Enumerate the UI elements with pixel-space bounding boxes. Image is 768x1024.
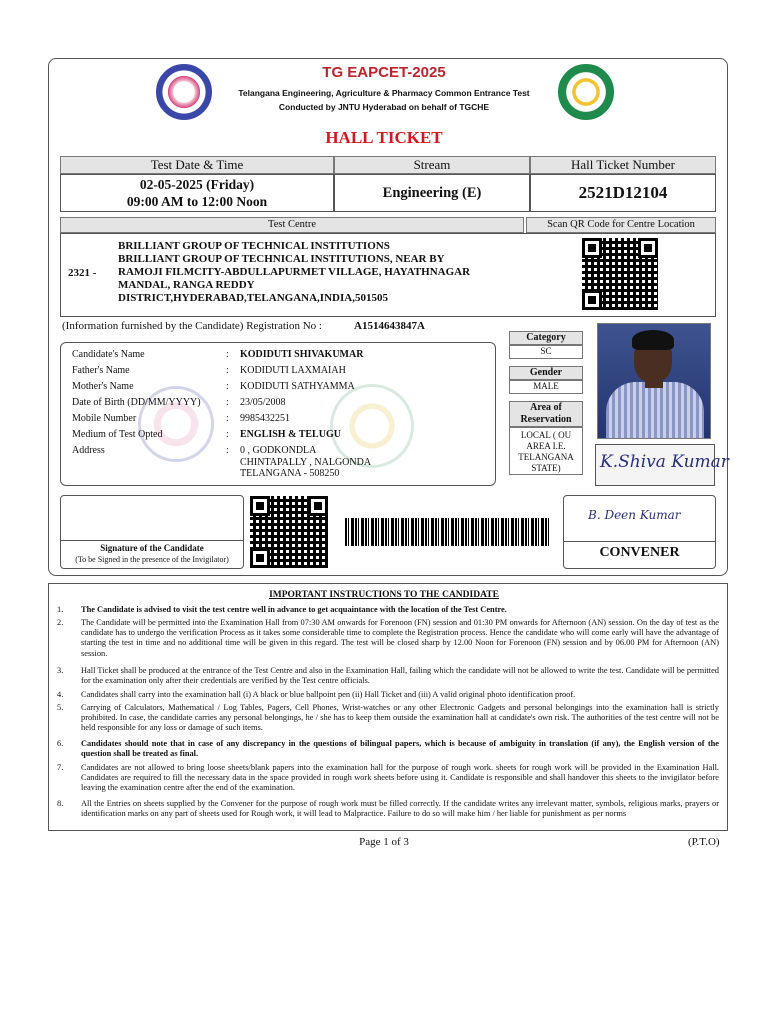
colon: : (226, 349, 229, 360)
instruction-number: 7. (57, 763, 64, 772)
colon: : (226, 413, 229, 424)
instruction-number: 5. (57, 703, 64, 712)
candidate-name: KODIDUTI SHIVAKUMAR (240, 349, 364, 360)
area-line: TELANGANA (518, 452, 574, 462)
centre-line: MANDAL, RANGA REDDY (118, 279, 255, 291)
exam-subtitle: Telangana Engineering, Agriculture & Pharmacy Common Entrance Test (238, 88, 530, 98)
colon: : (226, 429, 229, 440)
instruction-number: 4. (57, 690, 64, 699)
dob-label: Date of Birth (DD/MM/YYYY) (72, 397, 201, 408)
document-title: HALL TICKET (325, 128, 443, 147)
area-line: AREA I.E. (526, 441, 566, 451)
instruction-text: Hall Ticket shall be produced at the entrance of the Test Centre and also in the Examination Hall, failing which the candidate will not be allowed to write the test. Candidate will be permitted for the examination only after their credentials are verified by the Test centre officials. (81, 666, 719, 686)
name-label: Candidate's Name (72, 349, 145, 360)
mobile-label: Mobile Number (72, 413, 137, 424)
address-line: TELANGANA - 508250 (240, 468, 340, 479)
convener-label: CONVENER (599, 545, 680, 560)
instruction-text: Carrying of Calculators, Mathematical / Log Tables, Pagers, Cell Phones, Wrist-watches or any other Electronic Gadgets and personal belongings into the examination hall is strictly prohibited. In case, the candidate carries any personal belongings, he / she has to keep them outside the examination hall at candidate's own risk. The authorities of the test centre will not be held responsible for any loss or damage of such items. (81, 703, 719, 733)
address-line: 0 , GODKONDLA (240, 445, 317, 456)
instruction-text: All the Entries on sheets supplied by the Convener for the purpose of rough work must be filled correctly. If the candidate writes any irrelevant matter, symbols, religious marks, prayers or identification marks on any part of sheets used for Rough work, it will lead to Malpractice. Failure to do so will make him / her liable for punishment as per norms (81, 799, 719, 819)
signature-note: (To be Signed in the presence of the Invigilator) (75, 555, 229, 564)
test-centre-header: Test Centre (60, 217, 524, 233)
centre-line: DISTRICT,HYDERABAD,TELANGANA,INDIA,501505 (118, 292, 388, 304)
exam-title: TG EAPCET-2025 (322, 64, 446, 81)
registration-number: A1514643847A (354, 320, 425, 332)
category-value: SC (509, 345, 583, 359)
colon: : (226, 365, 229, 376)
test-time: 09:00 AM to 12:00 Noon (126, 194, 268, 209)
convener-signature: B. Deen Kumar (588, 508, 681, 522)
signature-label: Signature of the Candidate (100, 543, 204, 553)
candidate-signature: K.Shiva Kumar (600, 452, 729, 472)
address-line: CHINTAPALLY , NALGONDA (240, 456, 372, 468)
date-time-header: Test Date & Time (60, 156, 334, 174)
area-header-line: Area of (530, 402, 562, 413)
instruction-text: Candidates are not allowed to bring loose sheets/blank papers into the examination hall for the purpose of rough work. sheets for rough work will be provided in the Examination Hall. Candidates are required to fill the necessary data in the space provided in rough work sheets before using it. Candidate is responsible and shall handover this sheets to the invigilator before leaving the examination centre after the end of the examination. (81, 763, 719, 793)
area-header (509, 401, 583, 427)
colon: : (226, 397, 229, 408)
instruction-number: 2. (57, 618, 64, 627)
gender-header: Gender (509, 366, 583, 380)
instruction-text: The Candidate will be permitted into the Examination Hall from 07:30 AM onwards for Forenoon (FN) session and 01:30 PM onwards for Afternoon (AN) session. On the day of test as the candidate has to undergo the verification Process as it takes some considerable time to complete the Registration process. Hence the candidate who will come early will have the advantage of starting the test in time and no additional time will be given in this regard. The test will be closed sharp by 12.00 Noon for Forenoon (FN) session and by 06.00 PM for Afternoon (AN) session. (81, 618, 719, 658)
centre-line: BRILLIANT GROUP OF TECHNICAL INSTITUTIONS (118, 240, 390, 252)
gender-value: MALE (509, 380, 583, 394)
mobile-number: 9985432251 (240, 413, 290, 424)
convener-divider (563, 541, 716, 542)
hall-ticket-barcode (345, 518, 551, 546)
instruction-text: The Candidate is advised to visit the test centre well in advance to get acquaintance with the location of the Test Centre. (81, 605, 507, 614)
pto-label: (P.T.O) (688, 836, 720, 848)
medium-label: Medium of Test Opted (72, 429, 163, 440)
father-label: Father's Name (72, 365, 130, 376)
instructions-heading: IMPORTANT INSTRUCTIONS TO THE CANDIDATE (269, 590, 499, 600)
instruction-text: Candidates should note that in case of any discrepancy in the questions of bilingual papers, which is because of ambiguity in translation (if any), the English version of the question shall be treated as final. (81, 739, 719, 759)
area-header-line: Reservation (520, 414, 572, 425)
conducted-by: Conducted by JNTU Hyderabad on behalf of TGCHE (278, 102, 490, 112)
medium-value: ENGLISH & TELUGU (240, 429, 341, 440)
instruction-number: 6. (57, 739, 64, 748)
area-line: STATE) (531, 463, 561, 473)
father-name: KODIDUTI LAXMAIAH (240, 365, 346, 376)
address-label: Address (72, 445, 105, 456)
colon: : (226, 445, 229, 456)
colon: : (226, 381, 229, 392)
area-value (509, 427, 583, 475)
instruction-number: 1. (57, 605, 64, 614)
centre-address (118, 240, 528, 305)
stream-header: Stream (334, 156, 530, 174)
qr-label-header: Scan QR Code for Centre Location (526, 217, 716, 233)
candidate-qr-code[interactable] (250, 496, 328, 568)
area-line: LOCAL ( OU (520, 430, 572, 440)
candidate-address (240, 445, 371, 480)
candidate-photo (597, 323, 711, 439)
stream-value: Engineering (E) (382, 185, 482, 201)
date-of-birth: 23/05/2008 (240, 397, 286, 408)
category-header: Category (509, 331, 583, 345)
centre-line: RAMOJI FILMCITY-ABDULLAPURMET VILLAGE, HAYATHNAGAR (118, 266, 471, 278)
mother-label: Mother's Name (72, 381, 134, 392)
centre-line: BRILLIANT GROUP OF TECHNICAL INSTITUTIONS, NEAR BY (118, 253, 445, 265)
registration-label: (Information furnished by the Candidate) Registration No : (62, 320, 322, 332)
centre-code: 2321 - (68, 267, 97, 279)
instruction-text: Candidates shall carry into the examination hall (i) A black or blue ballpoint pen (ii) Hall Ticket and (iii) A valid original photo identification proof. (81, 690, 576, 699)
hall-ticket-header: Hall Ticket Number (530, 156, 716, 174)
page-number: Page 1 of 3 (359, 836, 409, 848)
instruction-number: 3. (57, 666, 64, 675)
signature-divider (60, 540, 244, 541)
test-date: 02-05-2025 (Friday) (139, 177, 255, 192)
mother-name: KODIDUTI SATHYAMMA (240, 381, 355, 392)
hall-ticket-number: 2521D12104 (578, 183, 668, 202)
instruction-number: 8. (57, 799, 64, 808)
centre-qr-code[interactable] (582, 238, 658, 310)
